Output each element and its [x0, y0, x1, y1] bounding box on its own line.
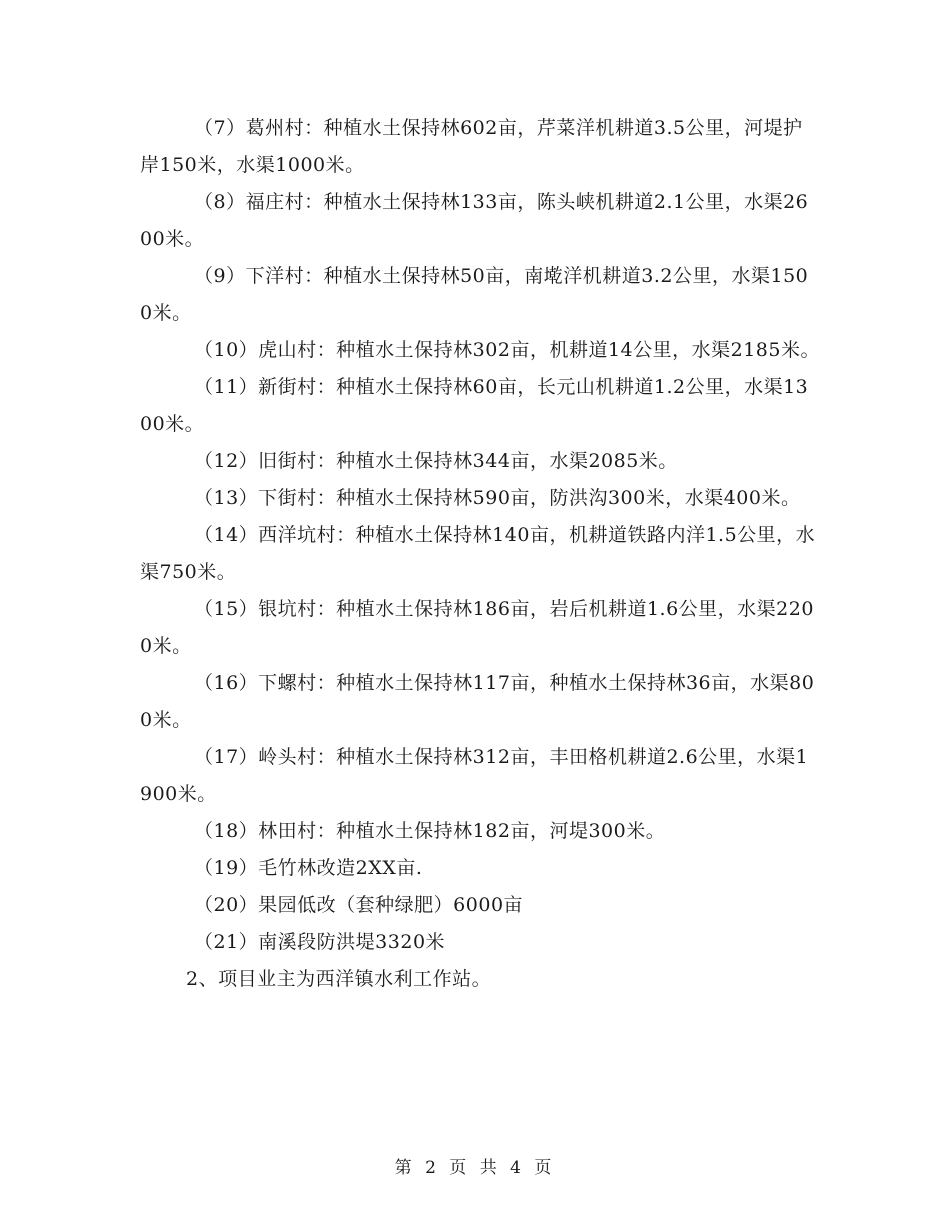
page-number-footer: 第 2 页 共 4 页	[394, 1158, 556, 1178]
document-body	[140, 110, 820, 998]
project-item-20: （20）果园低改（套种绿肥）6000亩	[194, 894, 524, 916]
village-item-15: （15）银坑村：种植水土保持林186亩，岩后机耕道1.6公里，水渠2200米。	[140, 598, 814, 657]
village-item-11: （11）新街村：种植水土保持林60亩，长元山机耕道1.2公里，水渠1300米。	[140, 376, 809, 435]
village-item-9: （9）下洋村：种植水土保持林50亩，南墘洋机耕道3.2公里，水渠1500米。	[140, 265, 809, 324]
project-owner-statement: 2、项目业主为西洋镇水利工作站。	[186, 968, 492, 990]
village-item-8: （8）福庄村：种植水土保持林133亩，陈头峡机耕道2.1公里，水渠2600米。	[140, 191, 809, 250]
village-item-18: （18）林田村：种植水土保持林182亩，河堤300米。	[194, 820, 666, 842]
village-item-16: （16）下螺村：种植水土保持林117亩，种植水土保持林36亩，水渠800米。	[140, 672, 815, 731]
project-item-21: （21）南溪段防洪堤3320米	[194, 931, 446, 953]
village-item-7: （7）葛州村：种植水土保持林602亩，芹菜洋机耕道3.5公里，河堤护岸150米，水渠1000米。	[140, 117, 803, 176]
village-item-10: （10）虎山村：种植水土保持林302亩，机耕道14公里，水渠2185米。	[194, 339, 820, 361]
village-item-12: （12）旧街村：种植水土保持林344亩，水渠2085米。	[194, 450, 678, 472]
village-item-17: （17）岭头村：种植水土保持林312亩，丰田格机耕道2.6公里，水渠1900米。	[140, 746, 809, 805]
village-item-14: （14）西洋坑村：种植水土保持林140亩，机耕道铁路内洋1.5公里，水渠750米。	[140, 524, 816, 583]
project-item-19: （19）毛竹林改造2XX亩.	[194, 857, 423, 879]
village-item-13: （13）下街村：种植水土保持林590亩，防洪沟300米，水渠400米。	[194, 487, 801, 509]
